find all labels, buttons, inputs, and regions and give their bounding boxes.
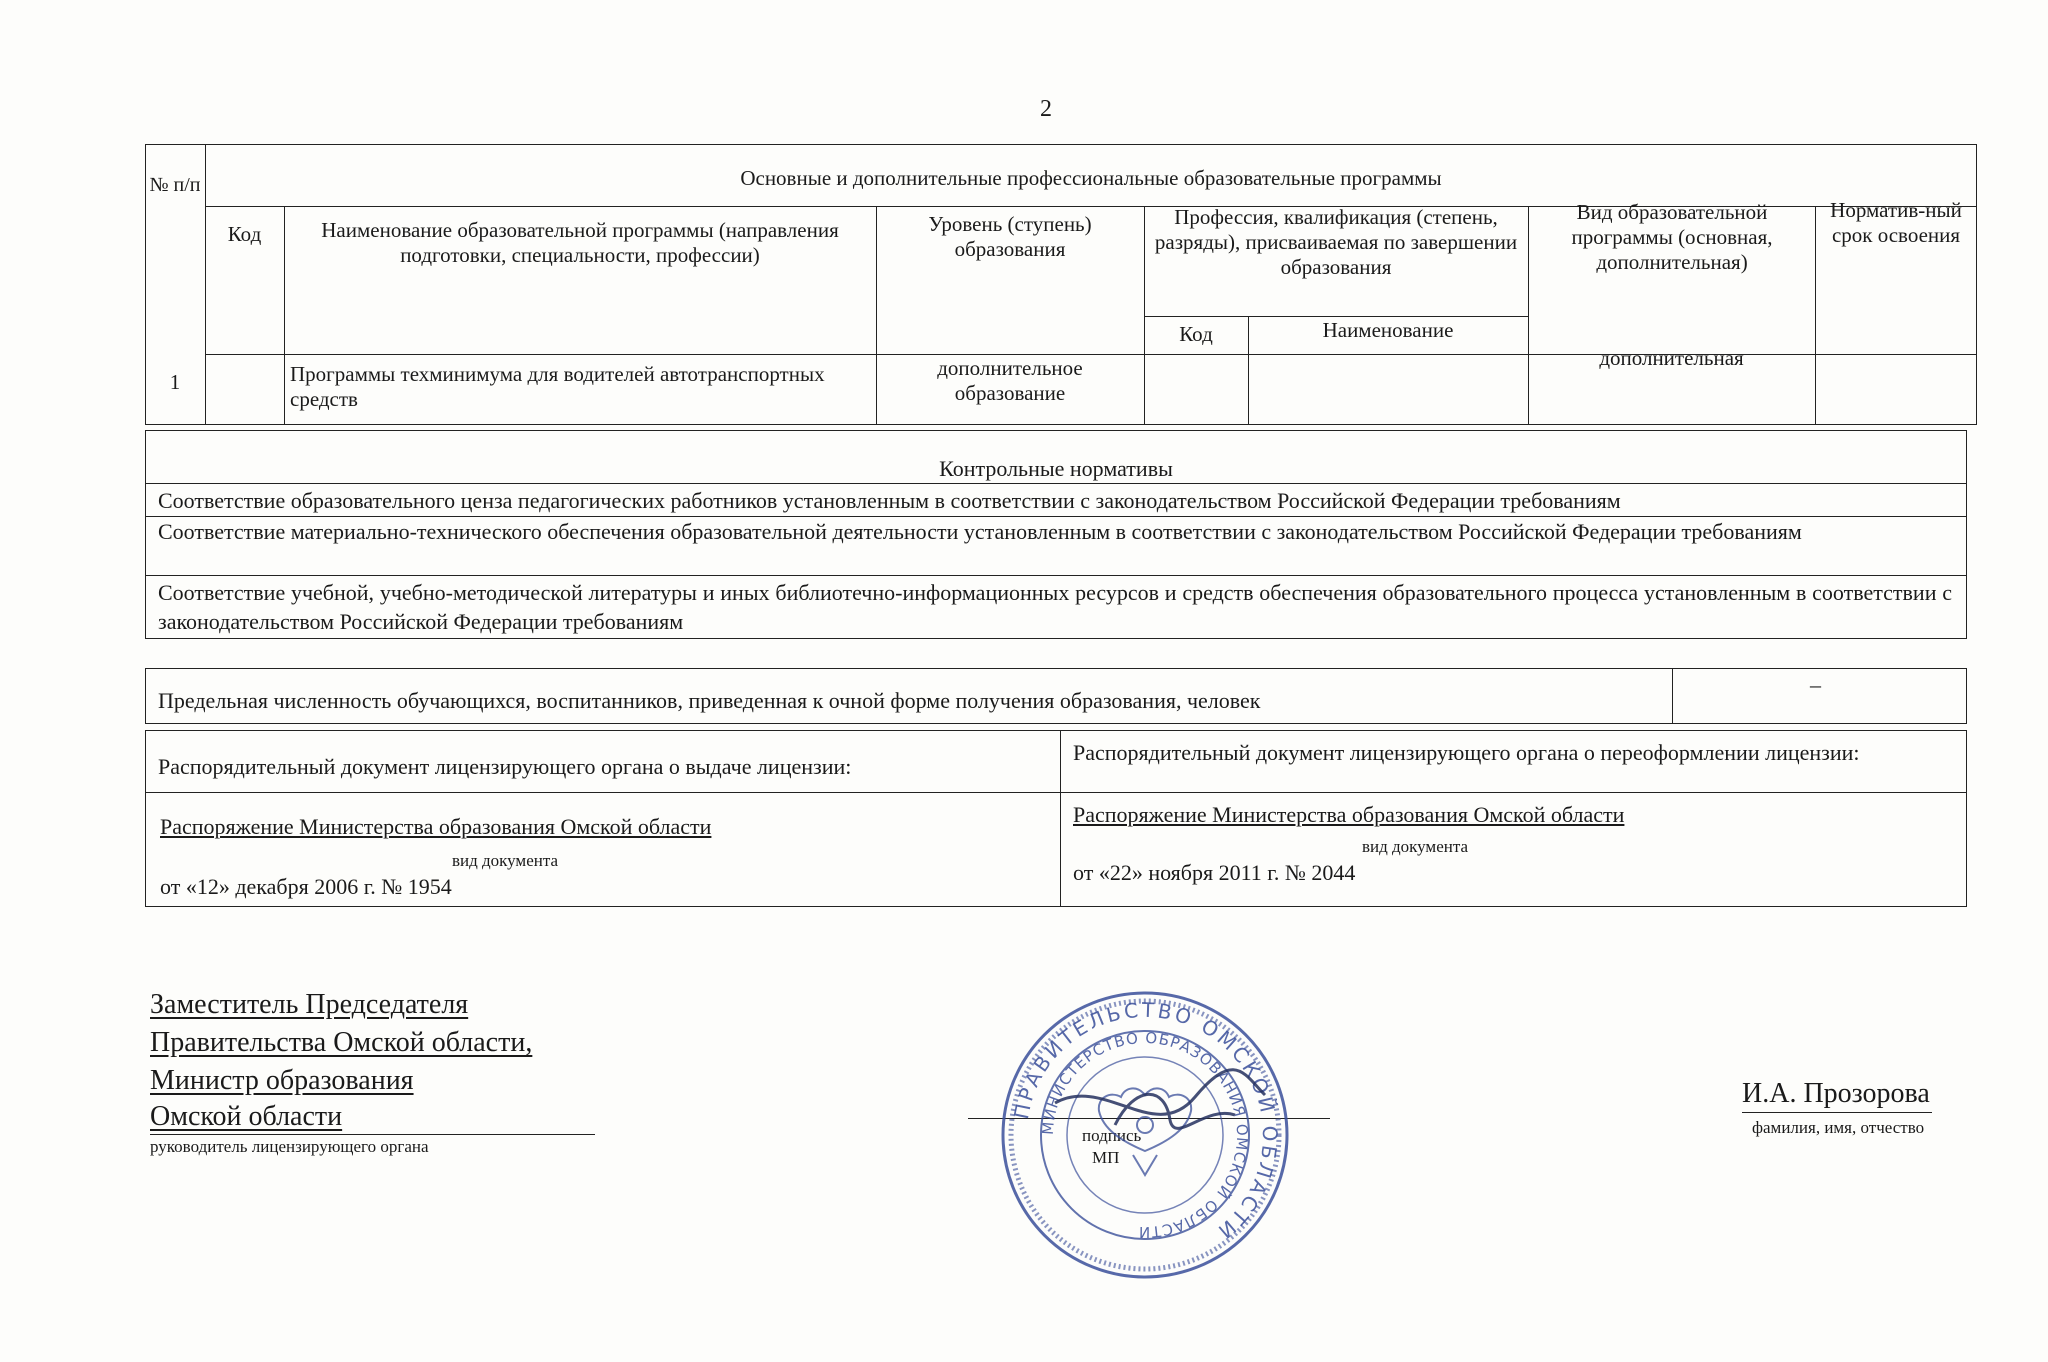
reissue-order-date: от «22» ноября 2011 г. № 2044 [1073, 860, 1356, 885]
stamp-caption: МП [1092, 1148, 1120, 1167]
reissue-order-doc: Распоряжение Министерства образования Омской области [1073, 802, 1625, 827]
row-level: дополнительное образование [937, 356, 1083, 405]
row-num: 1 [169, 370, 181, 394]
signer-position-line-2: Правительства Омской области, [150, 1027, 533, 1058]
col-profession-header: Профессия, квалификация (степень, разряды), присваиваемая по завершении образования [1154, 205, 1518, 279]
control-table-header: Контрольные нормативы [939, 456, 1173, 481]
limit-label: Предельная численность обучающихся, воспитанников, приведенная к очной форме получения образования, человек [158, 688, 1261, 713]
issue-order-header: Распорядительный документ лицензирующего органа о выдаче лицензии: [158, 754, 852, 779]
position-caption: руководитель лицензирующего органа [150, 1137, 429, 1156]
control-row-2: Соответствие материально-технического обеспечения образовательной деятельности установленным в соответствии с законодательством Российской Федерации требованиям [158, 519, 1802, 544]
row-program-type: дополнительная [1599, 346, 1744, 370]
col-level-header: Уровень (ступень) образования [928, 212, 1092, 261]
signer-name: И.А. Прозорова [1742, 1076, 1932, 1113]
signature-caption: подпись [1082, 1126, 1142, 1145]
col-num-header: № п/п [149, 174, 201, 196]
signer-position-line-1: Заместитель Председателя [150, 989, 469, 1020]
name-caption: фамилия, имя, отчество [1752, 1118, 1925, 1137]
issue-order-date: от «12» декабря 2006 г. № 1954 [160, 874, 452, 899]
col-profession-name-header: Наименование [1322, 318, 1454, 342]
issue-order-caption: вид документа [451, 851, 559, 870]
col-type-header: Вид образовательной программы (основная, дополнительная) [1571, 200, 1773, 274]
col-code-header: Код [227, 222, 262, 246]
row-program-name: Программы техминимума для водителей автотранспортных средств [290, 362, 825, 411]
col-term-header: Норматив-ный срок освоения [1830, 198, 1962, 247]
group-header: Основные и дополнительные профессиональные образовательные программы [740, 166, 1442, 190]
svg-text:ПРАВИТЕЛЬСТВО ОМСКОЙ ОБЛАСТИ: ПРАВИТЕЛЬСТВО ОМСКОЙ ОБЛАСТИ [1008, 997, 1283, 1246]
svg-text:МИНИСТЕРСТВО ОБРАЗОВАНИЯ ОМСКО: МИНИСТЕРСТВО ОБРАЗОВАНИЯ ОМСКОЙ ОБЛАСТИ [1038, 1028, 1252, 1242]
col-name-header: Наименование образовательной программы (направления подготовки, специальности, профессии) [321, 218, 839, 267]
control-row-3: Соответствие учебной, учебно-методической литературы и иных библиотечно-информационных ресурсов и средств обеспечения образовательного процесса установленным в соответствии с законодательством Российской Федерации требованиям [158, 580, 1952, 634]
limit-value: – [1810, 672, 1821, 697]
reissue-order-caption: вид документа [1361, 837, 1469, 856]
control-row-1: Соответствие образовательного ценза педагогических работников установленным в соответствии с законодательством Российской Федерации требованиям [158, 488, 1621, 513]
page-number: 2 [1040, 96, 1052, 122]
signer-position-line-3: Министр образования [150, 1065, 414, 1096]
issue-order-doc: Распоряжение Министерства образования Омской области [160, 814, 712, 839]
col-profession-code-header: Код [1179, 322, 1213, 346]
signer-position-line-4: Омской области [150, 1100, 595, 1135]
reissue-order-header: Распорядительный документ лицензирующего органа о переоформлении лицензии: [1073, 740, 1860, 765]
official-seal-icon [995, 985, 1295, 1285]
